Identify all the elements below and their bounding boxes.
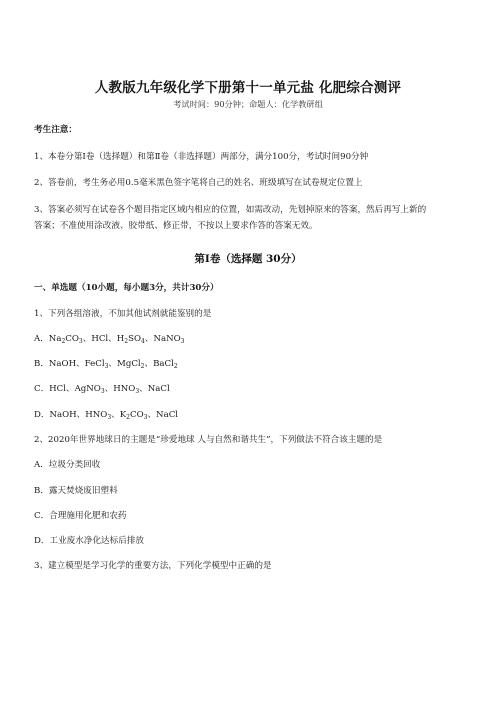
exam-subtitle: 考试时间：90分钟；命题人：化学教研组 [173,99,323,109]
question-3-stem: 3、建立模型是学习化学的重要方法，下列化学模型中正确的是 [34,561,272,571]
section-title: 第I卷（选择题 30分） [194,253,302,265]
question-2-option-a: A．垃圾分类回收 [34,460,101,470]
question-1-option-a: A．$Na_2CO_3$、HCl、$H_2SO_4$、NaNO$_3$ [34,334,185,345]
notice-item-1: 1、本卷分第I卷（选择题）和第Ⅱ卷（非选择题）两部分，满分100分，考试时间90分钟 [34,152,369,162]
exam-title: 人教版九年级化学下册第十一单元盐 化肥综合测评 [94,80,402,96]
question-2-option-b: B．露天焚烧废旧塑料 [34,486,118,496]
question-1-option-d: D．NaOH、$HNO_3$、$K_2CO_3$、NaCl [34,410,179,421]
question-1-stem: 1、下列各组溶液，不加其他试剂就能鉴别的是 [34,309,212,319]
notice-item-3-continued: 答案；不准使用涂改液、胶带纸、修正带，不按以上要求作答的答案无效。 [34,221,318,231]
question-1-option-c: C．HCl、AgNO$_3$、$HNO_3$、NaCl [34,384,170,395]
question-2-option-d: D．工业废水净化达标后排放 [34,536,145,546]
question-1-option-b: B．NaOH、FeCl$_3$、MgCl$_2$、BaCl$_2$ [34,359,178,370]
notice-item-2: 2、答卷前，考生务必用0.5毫米黑色签字笔将自己的姓名、班级填写在试卷规定位置上 [34,178,363,188]
notice-heading: 考生注意： [34,125,77,135]
part-heading: 一、单选题（10小题，每小题3分，共计30分） [34,283,219,293]
question-2-option-c: C．合理施用化肥和农药 [34,511,127,521]
question-2-stem: 2、2020年世界地球日的主题是“珍爱地球 人与自然和谐共生”，下列做法不符合该主题的是 [34,435,383,445]
notice-item-3: 3、答案必须写在试卷各个题目指定区域内相应的位置，如需改动，先划掉原来的答案，然后再写上新的 [34,205,427,215]
